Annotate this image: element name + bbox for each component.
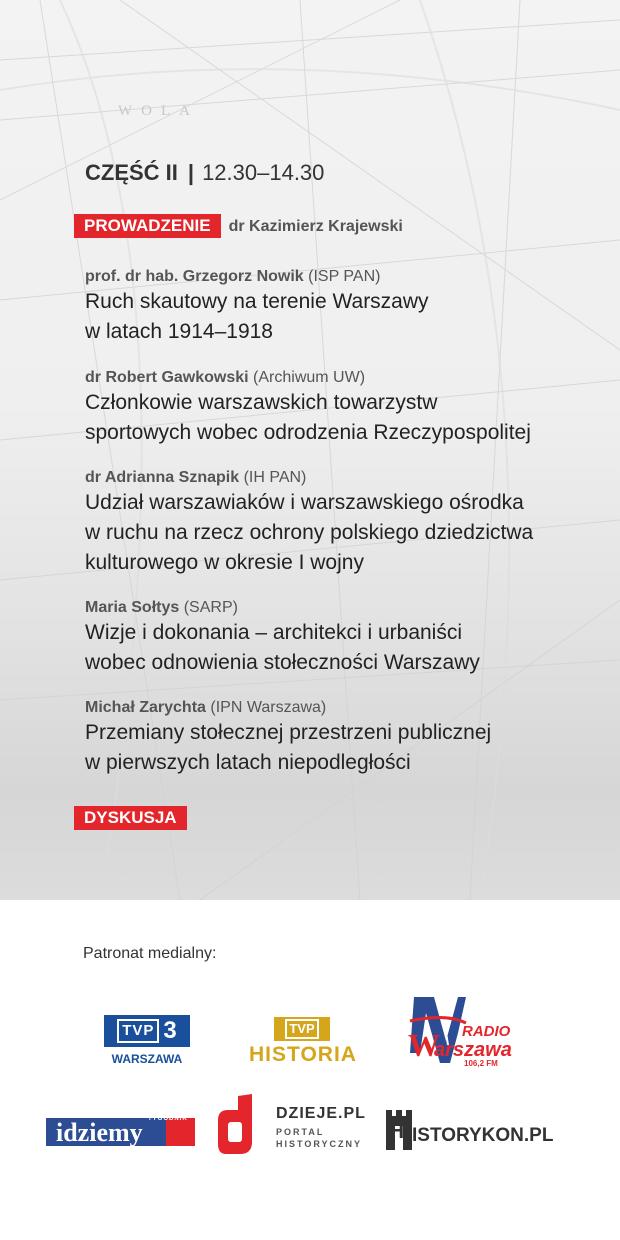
map-district-label: WOLA: [118, 103, 199, 119]
historykon-logo[interactable]: [384, 1106, 568, 1152]
discussion-row: [74, 806, 187, 830]
talk-title-line: kulturowego w okresie I wojny: [85, 551, 364, 574]
tvp3-brand: TVP: [117, 1019, 159, 1043]
talk-item: [85, 698, 605, 778]
talk-speaker: [85, 598, 605, 618]
speaker-name: dr Adrianna Sznapik: [85, 469, 240, 486]
part-label: CZĘŚĆ II: [85, 160, 178, 185]
idziemy-logo[interactable]: [46, 1116, 195, 1148]
talk-item: [85, 368, 605, 448]
tvp3-warszawa-logo[interactable]: [104, 1015, 190, 1069]
dzieje-name: DZIEJE.PL: [276, 1105, 366, 1122]
speaker-name: Maria Sołtys: [85, 599, 180, 616]
tvp-historia-logo[interactable]: [244, 1015, 362, 1069]
moderation-row: [74, 214, 403, 238]
dzieje-line1: PORTAL: [276, 1127, 325, 1137]
talk-title-line: Udział warszawiaków i warszawskiego ośrodka: [85, 491, 524, 514]
tvp-historia-box: [274, 1017, 330, 1041]
discussion-badge: DYSKUSJA: [74, 806, 187, 830]
dzieje-line2: HISTORYCZNY: [276, 1139, 363, 1149]
idziemy-name: idziemy: [56, 1118, 143, 1147]
moderator-name: dr Kazimierz Krajewski: [228, 218, 403, 235]
dzieje-d-icon: [216, 1094, 260, 1156]
tvp-historia-brand: TVP: [285, 1019, 318, 1039]
idziemy-accent: [166, 1118, 195, 1146]
tvp3-logo-box: [104, 1015, 190, 1047]
speaker-affiliation: (IPN Warszawa): [210, 699, 327, 716]
talk-title-line: w ruchu na rzecz ochrony polskiego dziedzictwa: [85, 521, 534, 544]
idziemy-small: TYGODNIK: [148, 1116, 188, 1122]
speaker-affiliation: (ISP PAN): [308, 268, 381, 285]
part-time: 12.30–14.30: [202, 160, 325, 185]
radio-city: arszawa: [434, 1039, 512, 1061]
talk-item: [85, 267, 605, 347]
talk-title-line: Ruch skautowy na terenie Warszawy: [85, 290, 429, 313]
talk-title-line: sportowych wobec odrodzenia Rzeczypospolitej: [85, 421, 531, 444]
radio-warszawa-logo[interactable]: [406, 993, 512, 1069]
speaker-affiliation: (Archiwum UW): [253, 369, 366, 386]
talk-item: [85, 598, 605, 678]
part-heading: [85, 160, 324, 186]
talk-item: [85, 468, 605, 578]
radio-frequency: 106,2 FM: [464, 1059, 498, 1068]
radio-word: RADIO: [462, 1023, 511, 1040]
speaker-affiliation: (IH PAN): [243, 469, 307, 486]
tvp-historia-name: HISTORIA: [249, 1043, 357, 1066]
tvp3-city: WARSZAWA: [111, 1052, 183, 1066]
radio-initial: W: [408, 1027, 440, 1063]
patronat-label: Patronat medialny:: [83, 945, 217, 962]
talk-title-line: Przemiany stołecznej przestrzeni publicznej: [85, 721, 492, 744]
historykon-initial: H: [389, 1120, 405, 1143]
talk-title-line: Wizje i dokonania – architekci i urbaniści: [85, 621, 463, 644]
speaker-name: Michał Zarychta: [85, 699, 206, 716]
talk-title-line: w pierwszych latach niepodległości: [85, 751, 411, 774]
talk-speaker: [85, 468, 605, 488]
talk-speaker: [85, 267, 605, 287]
talk-speaker: [85, 698, 605, 718]
speaker-name: prof. dr hab. Grzegorz Nowik: [85, 268, 304, 285]
talk-speaker: [85, 368, 605, 388]
moderation-badge: PROWADZENIE: [74, 214, 221, 238]
tvp3-number: 3: [163, 1017, 177, 1044]
dzieje-logo[interactable]: [216, 1094, 366, 1156]
speaker-affiliation: (SARP): [183, 599, 238, 616]
speaker-name: dr Robert Gawkowski: [85, 369, 249, 386]
historykon-name: ISTORYKON.PL: [412, 1125, 554, 1146]
talk-title-line: Członkowie warszawskich towarzystw: [85, 391, 438, 414]
talk-title-line: wobec odnowienia stołeczności Warszawy: [85, 651, 480, 674]
talk-title-line: w latach 1914–1918: [85, 320, 273, 343]
part-separator: |: [187, 160, 195, 185]
